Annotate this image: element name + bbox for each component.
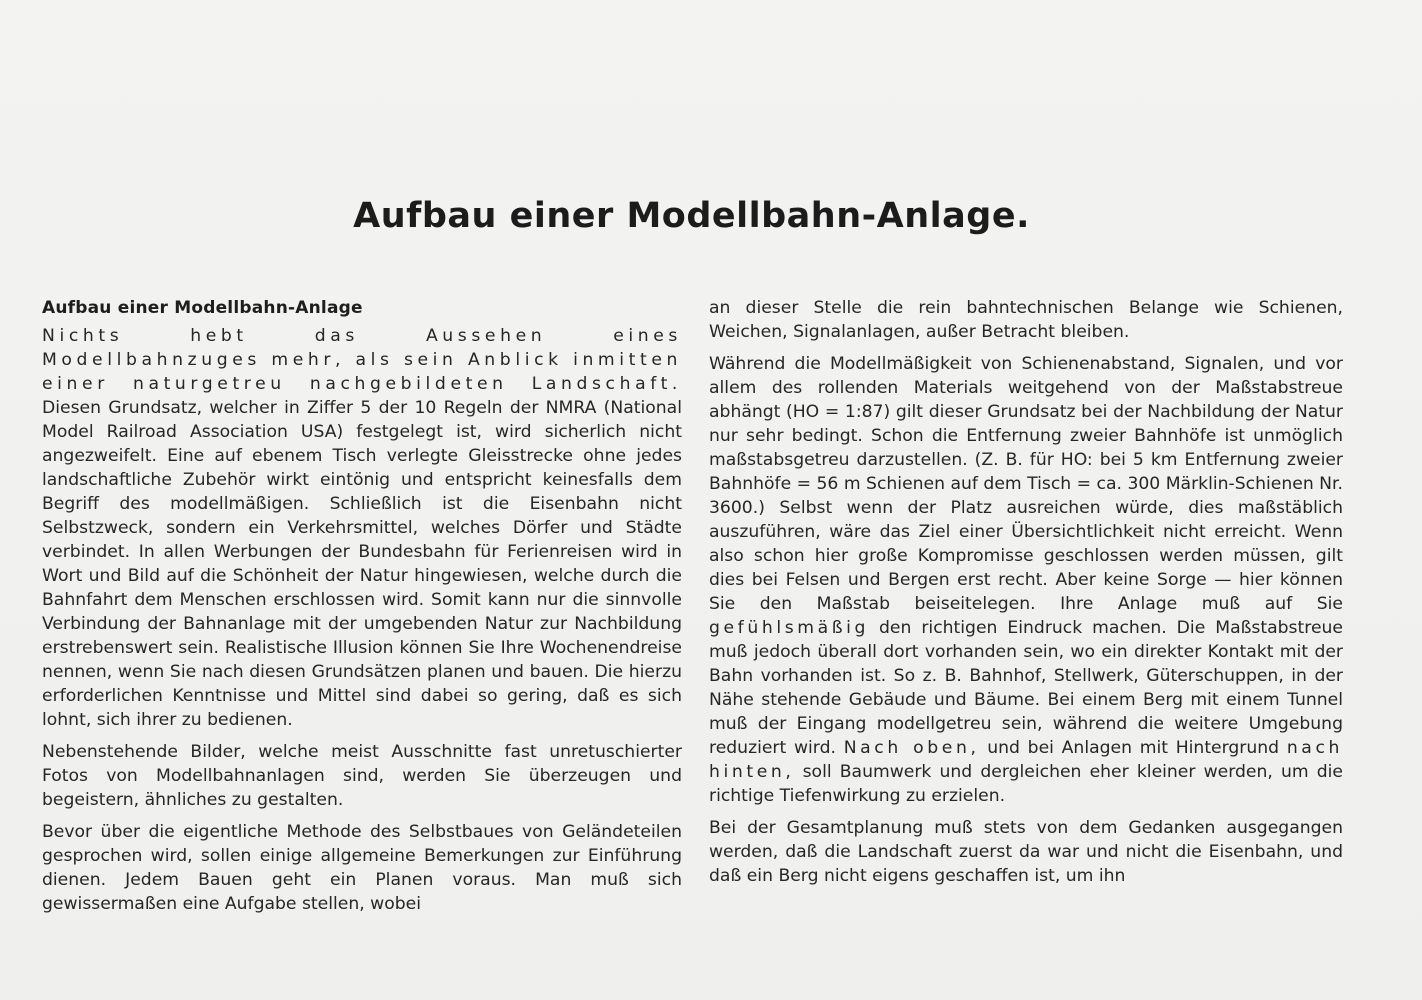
paragraph-scale-d: soll Baumwerk und dergleichen eher kleiner werden, um die richtige Tiefenwirkung zu erzielen. bbox=[709, 762, 1344, 806]
spaced-emphasis-feeling: gefühlsmäßig bbox=[709, 618, 870, 638]
paragraph-overall-planning: Bei der Gesamtplanung muß stets von dem Gedanken ausgegangen werden, daß die Landschaft zuerst da war und nicht die Eisenbahn, und daß ein Berg nicht eigens geschaffen ist, um ihn bbox=[709, 818, 1343, 886]
paragraph-scale-c: und bei Anlagen mit Hintergrund bbox=[987, 738, 1280, 758]
paragraph-planning: Bevor über die eigentliche Methode des Selbstbaues von Geländeteilen gesprochen wird, sollen einige allgemeine Bemerkungen zur Einführung dienen. Jedem Bauen geht ein Planen voraus. Man muß sich gewissermaßen eine Aufgabe stellen, wobei bbox=[42, 822, 682, 914]
spaced-emphasis-back: nach hinten, bbox=[709, 738, 1343, 782]
paragraph-scale-b: den richtigen Eindruck machen. Die Maßstabstreue muß jedoch überall dort vorhanden sein, wo ein direkter Kontakt mit der Bahn vorhanden ist. So z. B. Bahnhof, Stellwerk, Güterschuppen, in der Nähe stehende Gebäude und Bäume. Bei einem Berg mit einem Tunnel muß der Eingang modellgetreu sein, während die weitere Umgebung reduziert wird. bbox=[709, 618, 1343, 758]
paragraph-intro-rest: Diesen Grundsatz, welcher in Ziffer 5 der 10 Regeln der NMRA (National Model Railroad Association USA) festgelegt ist, wird sicherlich nicht angezweifelt. Eine auf ebenem Tisch verlegte Gleisstrecke ohne jedes landschaftliche Zubehör wirkt eintönig und entspricht keinesfalls dem Begriff des modellmäßigen. Schließlich ist die Eisenbahn nicht Selbstzweck, sondern ein Verkehrsmittel, welches Dörfer und Städte verbindet. In allen Werbungen der Bundesbahn für Ferienreisen wird in Wort und Bild auf die Schönheit der Natur hingewiesen, welche durch die Bahnfahrt dem Menschen erschlossen wird. Somit kann nur die sinnvolle Verbindung der Bahnanlage mit der umgebenden Natur zur Nachbildung erstrebenswert sein. Realistische Illusion können Sie Ihre Wochenendreise nennen, wenn Sie nach diesen Grundsätzen planen und bauen. Die hierzu erforderlichen Kenntnisse und Mittel sind dabei so gering, daß es sich lohnt, sich ihrer zu bedienen. bbox=[42, 398, 682, 730]
right-column bbox=[709, 296, 1343, 896]
section-subheading: Aufbau einer Modellbahn-Anlage bbox=[42, 298, 363, 318]
paragraph-scale bbox=[709, 352, 1343, 808]
paragraph-continuation: an dieser Stelle die rein bahntechnischen Belange wie Schienen, Weichen, Signalanlagen, außer Betracht bleiben. bbox=[709, 298, 1343, 342]
left-column bbox=[42, 296, 682, 924]
page-title: Aufbau einer Modellbahn-Anlage. bbox=[353, 196, 1030, 236]
spaced-emphasis-up: Nach oben, bbox=[843, 738, 980, 758]
paragraph-scale-a: Während die Modellmäßigkeit von Schienenabstand, Signalen, und vor allem des rollenden Materials weitgehend von der Maßstabstreue abhängt (HO = 1:87) gilt dieser Grundsatz bei der Nachbildung der Natur nur sehr bedingt. Schon die Entfernung zweier Bahnhöfe ist unmöglich maßstabsgetreu darzustellen. (Z. B. für HO: bei 5 km Entfernung zweier Bahnhöfe = 56 m Schienen auf dem Tisch = ca. 300 Märklin-Schienen Nr. 3600.) Selbst wenn der Platz ausreichen würde, dies maßstäblich auszuführen, wäre das Ziel einer Übersichtlichkeit nicht erreicht. Wenn also schon hier große Kompromisse geschlossen werden müssen, gilt dies bei Felsen und Bergen erst recht. Aber keine Sorge — hier können Sie den Maßstab beiseitelegen. Ihre Anlage muß auf Sie bbox=[709, 354, 1343, 614]
spaced-lead-text: Nichts hebt das Aussehen eines Modellbahnzuges mehr, als sein Anblick inmitten einer naturgetreu nachgebildeten Landschaft. bbox=[42, 326, 682, 394]
paragraph-intro bbox=[42, 324, 682, 732]
paragraph-images: Nebenstehende Bilder, welche meist Ausschnitte fast unretuschierter Fotos von Modellbahnanlagen sind, werden Sie überzeugen und begeistern, ähnliches zu gestalten. bbox=[42, 742, 682, 810]
